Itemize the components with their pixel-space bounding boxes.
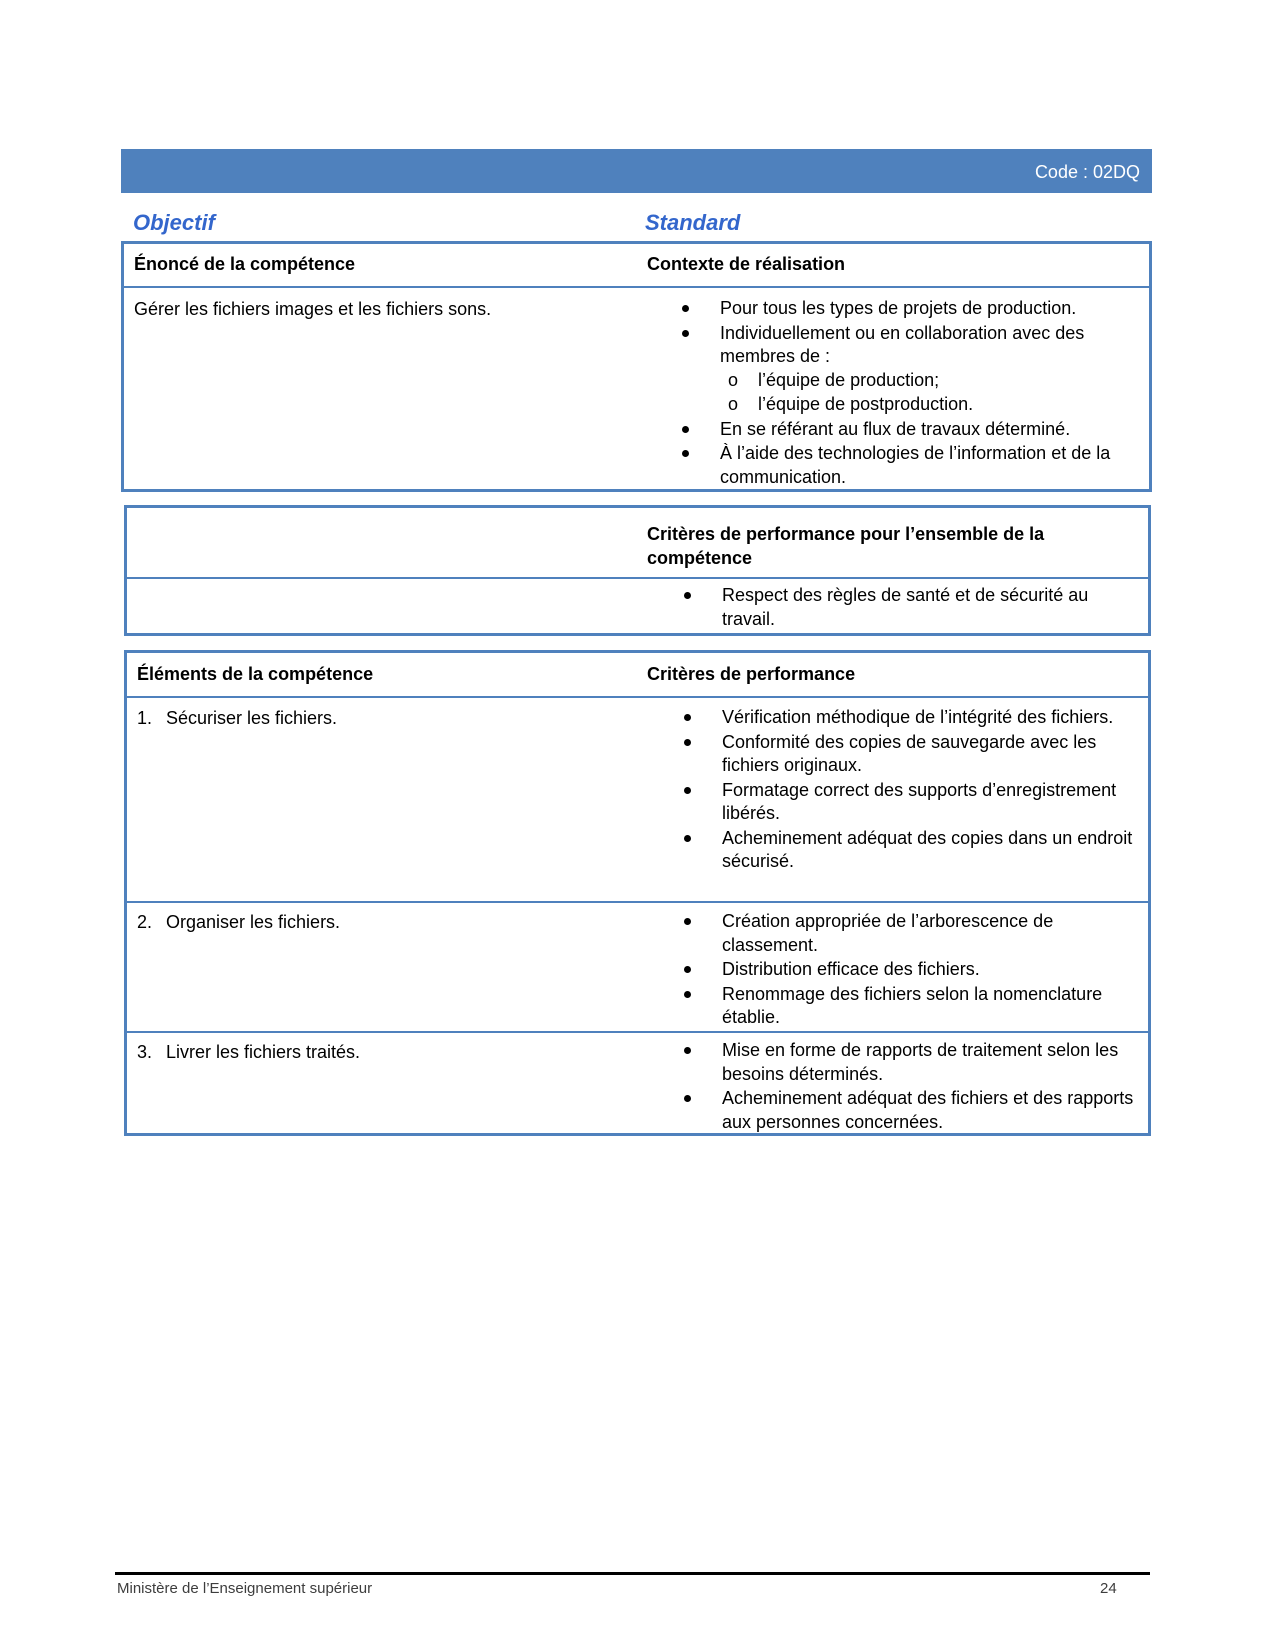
context-item: Pour tous les types de projets de production. [682,297,1137,321]
bullet-icon [684,714,691,721]
program-code: Code : 02DQ [1034,162,1140,182]
element-row-1 [127,698,1148,903]
elements-box-header [127,653,1148,698]
element-label: 1. Sécuriser les fichiers. [137,708,338,728]
criteria-item: Respect des règles de santé et de sécurité au travail. [684,584,1134,631]
element-row-3 [127,1033,1148,1133]
bullet-icon [684,1047,691,1054]
bullet-icon [682,450,689,457]
bullet-icon [682,426,689,433]
bullet-icon [682,305,689,312]
circle-bullet-icon: o [728,394,739,414]
section-headings [133,210,1152,238]
footer-divider [115,1572,1150,1575]
bullet-icon [684,835,691,842]
competence-statement: Gérer les fichiers images et les fichiers sons. [134,299,492,319]
bullet-icon [684,991,691,998]
elements-box [124,650,1151,1136]
context-list [682,297,1137,490]
competence-row [124,288,1149,488]
competence-box [121,241,1152,492]
competence-box-header [124,244,1149,288]
overall-criteria-row [127,579,1148,633]
bullet-icon [684,592,691,599]
bullet-icon [682,330,689,337]
footer-ministry: Ministère de l’Enseignement supérieur [117,1580,373,1597]
overall-criteria-box [124,505,1151,636]
element-criteria-list [684,910,1134,1031]
criteria-header: Critères de performance [647,664,856,684]
bullet-icon [684,1095,691,1102]
objectif-heading: Objectif [133,210,215,235]
criteria-item: Renommage des fichiers selon la nomenclature établie. [684,983,1134,1030]
context-item: Individuellement ou en collaboration avec des membres de : o l’équipe de production; o l’équipe de postproduction. [682,322,1137,417]
header-banner [121,149,1152,193]
circle-bullet-icon: o [728,369,739,390]
criteria-item: Conformité des copies de sauvegarde avec les fichiers originaux. [684,731,1134,778]
criteria-item: Création appropriée de l’arborescence de classement. [684,910,1134,957]
element-criteria-list [684,706,1134,875]
elements-header: Éléments de la compétence [137,664,374,684]
context-sub-item: o l’équipe de postproduction. [728,393,1137,417]
standard-heading: Standard [645,210,741,235]
bullet-icon [684,966,691,973]
element-label: 2. Organiser les fichiers. [137,912,341,932]
overall-criteria-list [684,584,1134,632]
context-sub-list [728,369,1137,417]
bullet-icon [684,918,691,925]
bullet-icon [684,787,691,794]
criteria-item: Acheminement adéquat des copies dans un endroit sécurisé. [684,827,1134,874]
context-item: En se référant au flux de travaux déterminé. [682,418,1137,442]
overall-criteria-header: Critères de performance pour l’ensemble de la compétence [647,524,1045,568]
criteria-item: Formatage correct des supports d’enregistrement libérés. [684,779,1134,826]
element-row-2 [127,903,1148,1033]
context-header: Contexte de réalisation [647,254,846,274]
context-item: À l’aide des technologies de l’information et de la communication. [682,442,1137,489]
criteria-item: Mise en forme de rapports de traitement selon les besoins déterminés. [684,1039,1134,1086]
criteria-item: Distribution efficace des fichiers. [684,958,1134,982]
context-sub-item: o l’équipe de production; [728,369,1137,393]
criteria-item: Vérification méthodique de l’intégrité des fichiers. [684,706,1134,730]
footer-page-number: 24 [1100,1580,1117,1597]
bullet-icon [684,739,691,746]
element-criteria-list [684,1039,1134,1135]
element-label: 3. Livrer les fichiers traités. [137,1042,361,1062]
statement-header: Énoncé de la compétence [134,254,356,274]
overall-criteria-header-row [127,508,1148,579]
criteria-item: Acheminement adéquat des fichiers et des rapports aux personnes concernées. [684,1087,1134,1134]
